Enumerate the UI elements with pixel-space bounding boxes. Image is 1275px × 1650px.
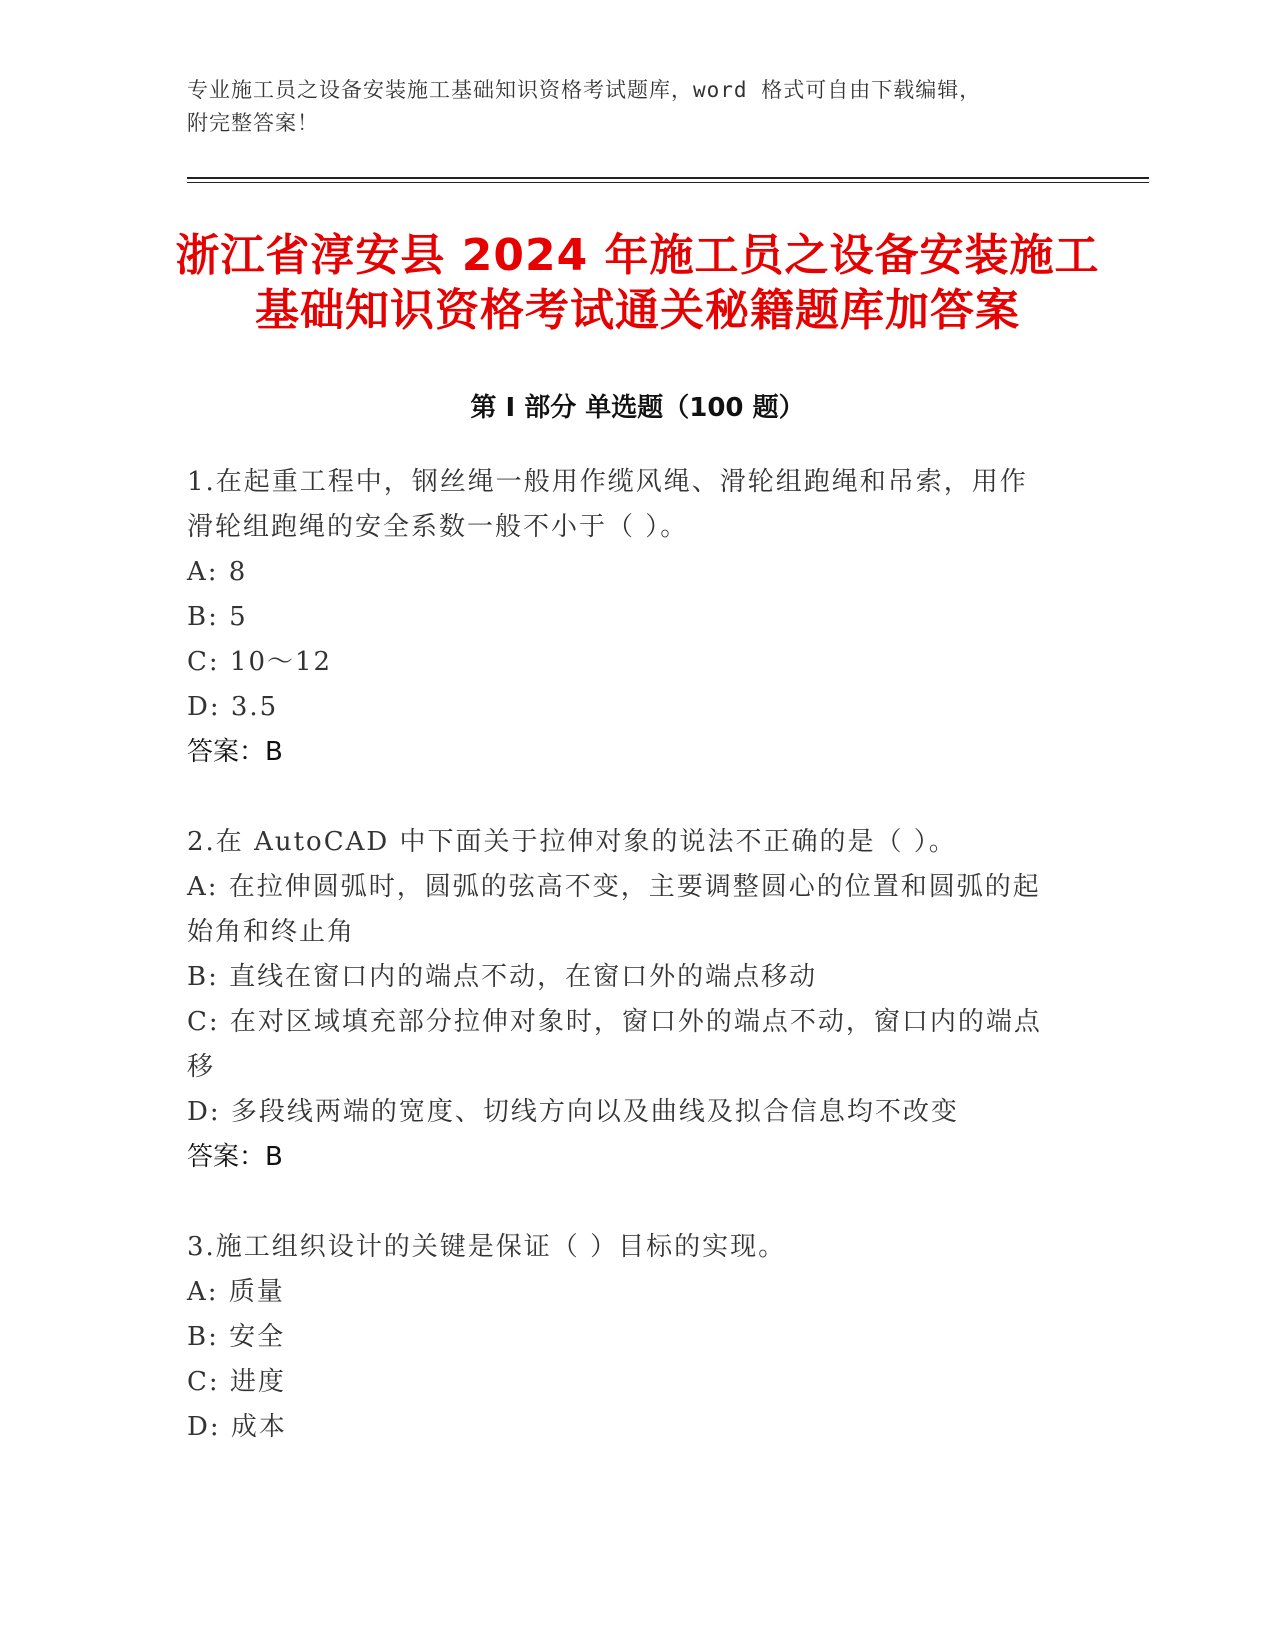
- option-a: A: 在拉伸圆弧时，圆弧的弦高不变，主要调整圆心的位置和圆弧的起: [187, 872, 1041, 902]
- question-stem-continued: 滑轮组跑绳的安全系数一般不小于（ ）。: [187, 512, 689, 542]
- header-divider-thin: [187, 182, 1149, 183]
- option-d: D: 成本: [187, 1412, 287, 1442]
- section-title: 第 I 部分 单选题（100 题）: [470, 393, 805, 423]
- option-a-continued: 始角和终止角: [187, 917, 356, 947]
- question-1: [187, 460, 1087, 775]
- question-stem: 2.在 AutoCAD 中下面关于拉伸对象的说法不正确的是（ ）。: [187, 827, 957, 857]
- answer: 答案：B: [187, 737, 283, 767]
- question-2: [187, 820, 1087, 1180]
- header-divider-thick: [187, 177, 1149, 179]
- option-c: C: 10～12: [187, 647, 333, 677]
- option-a: A: 质量: [187, 1277, 285, 1307]
- document-title: [120, 228, 1155, 338]
- header-note: [187, 74, 1087, 140]
- option-b: B: 直线在窗口内的端点不动，在窗口外的端点移动: [187, 962, 818, 992]
- option-b: B: 安全: [187, 1322, 286, 1352]
- header-note-line-2: 附完整答案！: [187, 111, 319, 135]
- document-title-line-2: 基础知识资格考试通关秘籍题库加答案: [255, 285, 1020, 336]
- option-c: C: 在对区域填充部分拉伸对象时，窗口外的端点不动，窗口内的端点: [187, 1007, 1042, 1037]
- option-d: D: 3.5: [187, 692, 279, 722]
- option-b: B: 5: [187, 602, 248, 632]
- question-stem: 3.施工组织设计的关键是保证（ ）目标的实现。: [187, 1232, 787, 1262]
- option-a: A: 8: [187, 557, 248, 587]
- document-title-line-1: 浙江省淳安县 2024 年施工员之设备安装施工: [175, 230, 1100, 281]
- header-note-line-1: 专业施工员之设备安装施工基础知识资格考试题库，word 格式可自由下载编辑，: [187, 78, 982, 102]
- answer: 答案：B: [187, 1142, 283, 1172]
- option-c: C: 进度: [187, 1367, 286, 1397]
- option-d: D: 多段线两端的宽度、切线方向以及曲线及拟合信息均不改变: [187, 1097, 959, 1127]
- option-c-continued: 移: [187, 1052, 216, 1082]
- question-3: [187, 1225, 1087, 1450]
- question-stem: 1.在起重工程中，钢丝绳一般用作缆风绳、滑轮组跑绳和吊索，用作: [187, 467, 1028, 497]
